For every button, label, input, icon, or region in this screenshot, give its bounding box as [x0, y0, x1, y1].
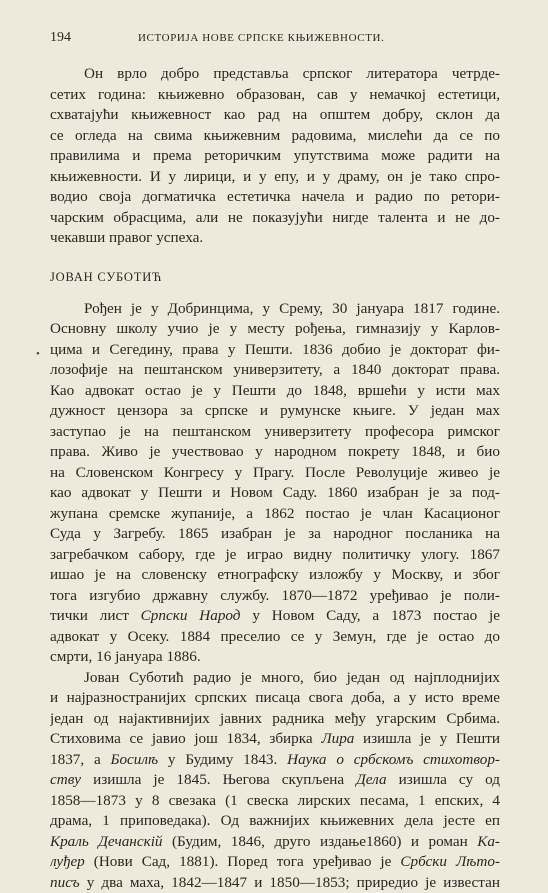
text-line: чарским обрасцима, али не показујући нигде талента и не до-	[50, 208, 500, 229]
text-line: Основну школу учио је у месту рођења, гимназију у Карлов-	[50, 319, 500, 340]
text-fragment: 1837, а	[50, 751, 111, 768]
text-line: права. Живо је учествовао у народном покрету 1848, и био	[50, 442, 500, 463]
text-line: један од најактивнијих јавних радника међу угарским Србима.	[50, 709, 500, 730]
work-title: Босилѣ	[111, 751, 159, 768]
text-fragment: у Будиму 1843.	[158, 751, 287, 768]
text-line: 1858—1873 у 8 свезака (1 свеска лирских песама, 1 епских, 4	[50, 791, 500, 812]
biography-paragraph	[50, 299, 500, 668]
text-line: драма, 1 приповедака). Од важнијих књижевних дела јесте еп	[50, 811, 500, 832]
text-line: се огледа на свима књижевним радовима, мислећи да се по	[50, 126, 500, 147]
work-title: писъ	[50, 874, 80, 891]
work-title: Краль Дечанскій	[50, 833, 163, 850]
intro-paragraph	[50, 64, 500, 249]
text-line: ишао је на словенску етнографску изложбу у Москву, и због	[50, 565, 500, 586]
newspaper-title: Српски Народ	[141, 607, 241, 624]
text-line: лозофије на пештанском универзитету, а 1840 докторат права.	[50, 360, 500, 381]
text-line: адвокат у Осеку. 1884 преселио се у Земун, где је остао до	[50, 627, 500, 648]
text-line	[50, 852, 500, 873]
text-line: загребачком сабору, где је играо видну политичку улогу. 1867	[50, 545, 500, 566]
text-line: водио своја догматичка естетичка начела и радио по ретори-	[50, 187, 500, 208]
text-line: Рођен је у Добринцима, у Срему, 30 јануара 1817 године.	[50, 299, 500, 320]
text-line	[50, 770, 500, 791]
work-title: ству	[50, 771, 81, 788]
text-line: сетих година: књижевно образован, сав у немачкој естетици,	[50, 85, 500, 106]
text-line: тога изгубио државну службу. 1870—1872 уређивао је поли-	[50, 586, 500, 607]
text-line	[50, 873, 500, 893]
text-line: цима и Сегедину, права у Пешти. 1836 добио је докторат фи-	[50, 340, 500, 361]
page-body	[50, 64, 500, 893]
text-line: Он врло добро представља српског литератора четрде-	[50, 64, 500, 85]
text-line: као адвокат у Пешти и Новом Саду. 1860 изабран је за под-	[50, 483, 500, 504]
text-fragment: изишла је у Пешти	[354, 730, 500, 747]
text-line: књижевности. И у лирици, и у епу, и у драму, он је тако спро-	[50, 167, 500, 188]
work-title: Дела	[356, 771, 386, 788]
work-title: луђер	[50, 853, 85, 870]
text-line: жупана сремске жупаније, а 1862 постао је члан Касационог	[50, 504, 500, 525]
text-fragment: (Нови Сад, 1881). Поред тога уређивао је	[85, 853, 401, 870]
text-line: Јован Суботић радио је много, био један од најплоднијих	[50, 668, 500, 689]
text-line: правилима и према реторичким упутствима може радити на	[50, 146, 500, 167]
text-line: смрти, 16 јануара 1886.	[50, 647, 500, 668]
work-title: Лира	[321, 730, 354, 747]
text-line	[50, 750, 500, 771]
text-fragment: у два маха, 1842—1847 и 1850—1853; приредио је известан	[80, 874, 500, 891]
running-title: ИСТОРИЈА НОВЕ СРПСКЕ КЊИЖЕВНОСТИ.	[138, 32, 384, 44]
text-fragment: изишла су од	[387, 771, 500, 788]
text-line: Као адвокат остао је у Пешти до 1848, вршећи у исти мах	[50, 381, 500, 402]
margin-mark: •	[36, 348, 40, 360]
text-line: дужност цензора за српске и румунске књиге. У један мах	[50, 401, 500, 422]
works-paragraph	[50, 668, 500, 893]
page-number: 194	[50, 30, 71, 46]
text-line: заступао је на пештанском универзитету професора римског	[50, 422, 500, 443]
work-title: Ка-	[477, 833, 500, 850]
page-header	[50, 30, 500, 50]
section-heading: ЈОВАН СУБОТИЋ	[50, 267, 500, 287]
text-line: схватајући књижевност као рад на општем добру, склон да	[50, 105, 500, 126]
text-fragment: Стиховима се јавио још 1834, збирка	[50, 730, 321, 747]
work-title: Србски Лѣто-	[400, 853, 500, 870]
work-title: Наука о србскомъ стихотвор-	[287, 751, 500, 768]
text-line	[50, 606, 500, 627]
text-line	[50, 832, 500, 853]
text-line: чекавши правог успеха.	[50, 228, 500, 249]
text-line: на Словенском Конгресу у Прагу. После Револуције живео је	[50, 463, 500, 484]
text-line: Суда у Загребу. 1865 изабран је за народног посланика на	[50, 524, 500, 545]
text-fragment: (Будим, 1846, друго издање1860) и роман	[163, 833, 478, 850]
text-fragment: изишла је 1845. Његова скупљена	[81, 771, 356, 788]
text-fragment: тички лист	[50, 607, 141, 624]
text-line: и најразностранијих српских писаца свога доба, а у исто време	[50, 688, 500, 709]
text-fragment: у Новом Саду, а 1873 постао је	[241, 607, 501, 624]
text-line	[50, 729, 500, 750]
